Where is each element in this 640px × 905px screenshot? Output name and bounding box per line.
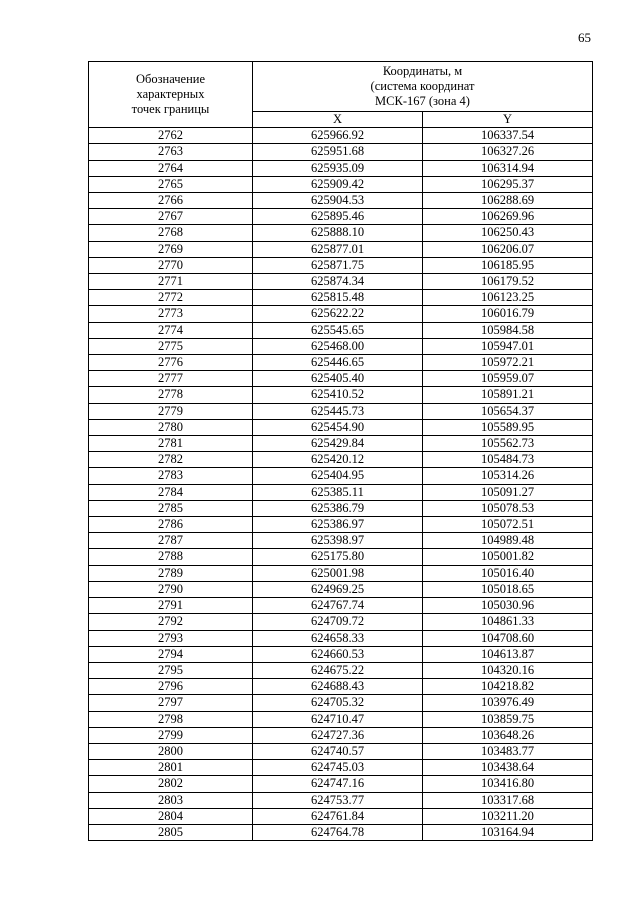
y-coordinate-cell: 106295.37: [423, 176, 593, 192]
y-coordinate-cell: 103859.75: [423, 711, 593, 727]
table-row: [89, 776, 593, 792]
point-id-cell: 2783: [89, 468, 253, 484]
y-coordinate-cell: 105314.26: [423, 468, 593, 484]
x-coordinate-cell: 625622.22: [253, 306, 423, 322]
x-coordinate-cell: 625895.46: [253, 209, 423, 225]
x-coordinate-cell: 625966.92: [253, 128, 423, 144]
x-coordinate-cell: 625951.68: [253, 144, 423, 160]
x-coordinate-cell: 625429.84: [253, 436, 423, 452]
y-coordinate-cell: 106327.26: [423, 144, 593, 160]
point-id-cell: 2801: [89, 760, 253, 776]
x-coordinate-cell: 625001.98: [253, 565, 423, 581]
table-row: [89, 193, 593, 209]
y-coordinate-cell: 105484.73: [423, 452, 593, 468]
table-row: [89, 371, 593, 387]
table-row: [89, 695, 593, 711]
point-id-cell: 2773: [89, 306, 253, 322]
y-coordinate-cell: 105984.58: [423, 322, 593, 338]
page-number: 65: [578, 30, 591, 45]
point-id-cell: 2777: [89, 371, 253, 387]
table-row: [89, 565, 593, 581]
x-coordinate-cell: 624747.16: [253, 776, 423, 792]
y-coordinate-cell: 104613.87: [423, 646, 593, 662]
x-coordinate-cell: 625468.00: [253, 338, 423, 354]
table-row: [89, 176, 593, 192]
table-row: [89, 128, 593, 144]
x-coordinate-cell: 625815.48: [253, 290, 423, 306]
y-coordinate-cell: 105654.37: [423, 403, 593, 419]
table-row: [89, 711, 593, 727]
x-coordinate-cell: 624705.32: [253, 695, 423, 711]
point-id-cell: 2788: [89, 549, 253, 565]
x-coordinate-cell: 624709.72: [253, 614, 423, 630]
x-coordinate-cell: 625445.73: [253, 403, 423, 419]
x-coordinate-cell: 624675.22: [253, 662, 423, 678]
point-id-cell: 2768: [89, 225, 253, 241]
point-id-cell: 2765: [89, 176, 253, 192]
y-coordinate-cell: 105562.73: [423, 436, 593, 452]
y-coordinate-cell: 103211.20: [423, 808, 593, 824]
table-row: [89, 306, 593, 322]
table-row: [89, 144, 593, 160]
table-row: [89, 241, 593, 257]
header-x: X: [253, 112, 423, 128]
x-coordinate-cell: 625909.42: [253, 176, 423, 192]
x-coordinate-cell: 624761.84: [253, 808, 423, 824]
point-id-cell: 2786: [89, 517, 253, 533]
header-coordinates: Координаты, м (система координат МСК-167 (зона 4): [253, 62, 593, 112]
table-row: [89, 598, 593, 614]
y-coordinate-cell: 106206.07: [423, 241, 593, 257]
y-coordinate-cell: 103976.49: [423, 695, 593, 711]
point-id-cell: 2778: [89, 387, 253, 403]
table-row: [89, 322, 593, 338]
y-coordinate-cell: 106185.95: [423, 257, 593, 273]
table-row: [89, 517, 593, 533]
table-row: [89, 581, 593, 597]
y-coordinate-cell: 106314.94: [423, 160, 593, 176]
x-coordinate-cell: 624767.74: [253, 598, 423, 614]
point-id-cell: 2796: [89, 679, 253, 695]
y-coordinate-cell: 106269.96: [423, 209, 593, 225]
point-id-cell: 2800: [89, 743, 253, 759]
table-row: [89, 160, 593, 176]
table-row: [89, 630, 593, 646]
x-coordinate-cell: 624688.43: [253, 679, 423, 695]
table-row: [89, 419, 593, 435]
point-id-cell: 2770: [89, 257, 253, 273]
table-row: [89, 808, 593, 824]
table-row: [89, 209, 593, 225]
y-coordinate-cell: 106179.52: [423, 274, 593, 290]
table-row: [89, 436, 593, 452]
y-coordinate-cell: 104708.60: [423, 630, 593, 646]
point-id-cell: 2775: [89, 338, 253, 354]
y-coordinate-cell: 103164.94: [423, 824, 593, 840]
coordinates-table: [88, 61, 593, 841]
table-body: [89, 128, 593, 841]
point-id-cell: 2780: [89, 419, 253, 435]
table-row: [89, 679, 593, 695]
point-id-cell: 2766: [89, 193, 253, 209]
table-row: [89, 549, 593, 565]
y-coordinate-cell: 103317.68: [423, 792, 593, 808]
point-id-cell: 2791: [89, 598, 253, 614]
table-row: [89, 533, 593, 549]
table-row: [89, 452, 593, 468]
y-coordinate-cell: 105018.65: [423, 581, 593, 597]
point-id-cell: 2774: [89, 322, 253, 338]
y-coordinate-cell: 105001.82: [423, 549, 593, 565]
x-coordinate-cell: 625410.52: [253, 387, 423, 403]
x-coordinate-cell: 625386.97: [253, 517, 423, 533]
x-coordinate-cell: 624764.78: [253, 824, 423, 840]
table-row: [89, 257, 593, 273]
point-id-cell: 2805: [89, 824, 253, 840]
point-id-cell: 2799: [89, 727, 253, 743]
point-id-cell: 2798: [89, 711, 253, 727]
table-row: [89, 824, 593, 840]
point-id-cell: 2762: [89, 128, 253, 144]
x-coordinate-cell: 625404.95: [253, 468, 423, 484]
x-coordinate-cell: 624740.57: [253, 743, 423, 759]
point-id-cell: 2792: [89, 614, 253, 630]
header-designation: Обозначение характерных точек границы: [89, 62, 253, 128]
y-coordinate-cell: 104989.48: [423, 533, 593, 549]
y-coordinate-cell: 104861.33: [423, 614, 593, 630]
table-row: [89, 614, 593, 630]
x-coordinate-cell: 625874.34: [253, 274, 423, 290]
x-coordinate-cell: 624969.25: [253, 581, 423, 597]
table-row: [89, 760, 593, 776]
point-id-cell: 2802: [89, 776, 253, 792]
point-id-cell: 2782: [89, 452, 253, 468]
x-coordinate-cell: 625935.09: [253, 160, 423, 176]
y-coordinate-cell: 105947.01: [423, 338, 593, 354]
table-row: [89, 500, 593, 516]
x-coordinate-cell: 624753.77: [253, 792, 423, 808]
point-id-cell: 2767: [89, 209, 253, 225]
table-row: [89, 646, 593, 662]
table-row: [89, 743, 593, 759]
y-coordinate-cell: 106250.43: [423, 225, 593, 241]
point-id-cell: 2764: [89, 160, 253, 176]
table-row: [89, 468, 593, 484]
x-coordinate-cell: 625386.79: [253, 500, 423, 516]
y-coordinate-cell: 103483.77: [423, 743, 593, 759]
point-id-cell: 2790: [89, 581, 253, 597]
point-id-cell: 2787: [89, 533, 253, 549]
y-coordinate-cell: 105972.21: [423, 355, 593, 371]
point-id-cell: 2803: [89, 792, 253, 808]
y-coordinate-cell: 103416.80: [423, 776, 593, 792]
x-coordinate-cell: 624660.53: [253, 646, 423, 662]
table-row: [89, 338, 593, 354]
point-id-cell: 2794: [89, 646, 253, 662]
x-coordinate-cell: 625385.11: [253, 484, 423, 500]
x-coordinate-cell: 625446.65: [253, 355, 423, 371]
x-coordinate-cell: 625398.97: [253, 533, 423, 549]
point-id-cell: 2771: [89, 274, 253, 290]
table-row: [89, 355, 593, 371]
y-coordinate-cell: 105030.96: [423, 598, 593, 614]
y-coordinate-cell: 106123.25: [423, 290, 593, 306]
table-row: [89, 274, 593, 290]
x-coordinate-cell: 625454.90: [253, 419, 423, 435]
table-row: [89, 484, 593, 500]
y-coordinate-cell: 106016.79: [423, 306, 593, 322]
y-coordinate-cell: 105078.53: [423, 500, 593, 516]
table-row: [89, 290, 593, 306]
x-coordinate-cell: 625871.75: [253, 257, 423, 273]
table-row: [89, 662, 593, 678]
table-row: [89, 727, 593, 743]
point-id-cell: 2804: [89, 808, 253, 824]
x-coordinate-cell: 625545.65: [253, 322, 423, 338]
table-row: [89, 403, 593, 419]
y-coordinate-cell: 103648.26: [423, 727, 593, 743]
x-coordinate-cell: 625405.40: [253, 371, 423, 387]
point-id-cell: 2776: [89, 355, 253, 371]
table-row: [89, 387, 593, 403]
point-id-cell: 2763: [89, 144, 253, 160]
x-coordinate-cell: 624745.03: [253, 760, 423, 776]
y-coordinate-cell: 105016.40: [423, 565, 593, 581]
point-id-cell: 2769: [89, 241, 253, 257]
y-coordinate-cell: 104320.16: [423, 662, 593, 678]
y-coordinate-cell: 105091.27: [423, 484, 593, 500]
y-coordinate-cell: 105891.21: [423, 387, 593, 403]
x-coordinate-cell: 624658.33: [253, 630, 423, 646]
y-coordinate-cell: 103438.64: [423, 760, 593, 776]
y-coordinate-cell: 105589.95: [423, 419, 593, 435]
table-row: [89, 792, 593, 808]
point-id-cell: 2797: [89, 695, 253, 711]
point-id-cell: 2793: [89, 630, 253, 646]
x-coordinate-cell: 625877.01: [253, 241, 423, 257]
table-row: [89, 225, 593, 241]
x-coordinate-cell: 625888.10: [253, 225, 423, 241]
y-coordinate-cell: 106288.69: [423, 193, 593, 209]
y-coordinate-cell: 105959.07: [423, 371, 593, 387]
point-id-cell: 2789: [89, 565, 253, 581]
point-id-cell: 2785: [89, 500, 253, 516]
header-y: Y: [423, 112, 593, 128]
x-coordinate-cell: 624727.36: [253, 727, 423, 743]
x-coordinate-cell: 624710.47: [253, 711, 423, 727]
point-id-cell: 2772: [89, 290, 253, 306]
point-id-cell: 2779: [89, 403, 253, 419]
y-coordinate-cell: 106337.54: [423, 128, 593, 144]
y-coordinate-cell: 104218.82: [423, 679, 593, 695]
point-id-cell: 2795: [89, 662, 253, 678]
point-id-cell: 2784: [89, 484, 253, 500]
x-coordinate-cell: 625420.12: [253, 452, 423, 468]
y-coordinate-cell: 105072.51: [423, 517, 593, 533]
x-coordinate-cell: 625904.53: [253, 193, 423, 209]
point-id-cell: 2781: [89, 436, 253, 452]
x-coordinate-cell: 625175.80: [253, 549, 423, 565]
